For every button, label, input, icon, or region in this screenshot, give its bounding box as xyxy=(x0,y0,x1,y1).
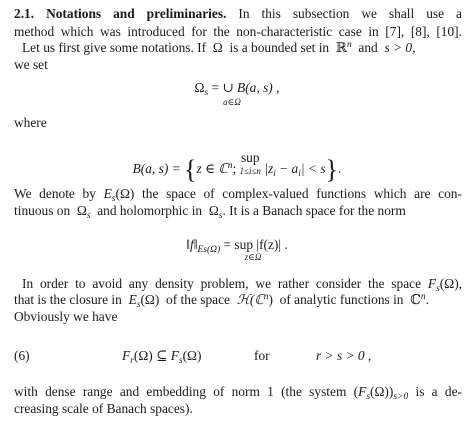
equation-ball: B(a, s) = {z ∈ ℂ$^n$; sup 1≤i≤n $|z_i - a_i| < s$}. xyxy=(132,150,342,184)
equation-norm: $‖f‖_{Es(\Omega)}$ = sup |f(z)| . z∈Ω xyxy=(186,237,288,262)
paragraph-2-line-2: we set xyxy=(14,57,48,72)
paragraph-5-line-1: with dense range and embedding of norm 1 (the system $(F_s(\Omega))_{s>0}$ is a de- xyxy=(14,384,462,402)
paragraph-4-line-2: that is the closure in $E_s(\Omega)$ of the space ℋ(ℂ$^n$) of analytic functions in ℂ$^n$. xyxy=(14,292,429,310)
where-label: where xyxy=(14,115,47,130)
equation-6: (6) $F_r(\Omega)$ ⊆ $F_s(\Omega)$ for r > s > 0 , xyxy=(14,348,372,366)
paragraph-4-line-3: Obviously we have xyxy=(14,309,118,324)
paragraph-2-line-1: Let us first give some notations. If Ω is a bounded set in ℝ$^n$ and s > 0, xyxy=(22,40,416,55)
equation-number: (6) xyxy=(14,348,30,363)
paragraph-4-line-1: In order to avoid any density problem, we rather consider the space $F_s(\Omega)$, xyxy=(22,276,462,294)
paragraph-1-line-1 xyxy=(14,6,462,22)
paragraph-3-line-2: tinuous on $\Omega_s$ and holomorphic in $\Omega_s$. It is a Banach space for the norm xyxy=(14,203,406,221)
paragraph-1-line-2: method which was introduced for the non-characteristic case in [7], [8], [10]. xyxy=(14,24,462,39)
paragraph-3-line-1: We denote by $E_s(\Omega)$ the space of complex-valued functions which are con- xyxy=(14,186,462,204)
equation-omega-s: $\Omega_s$ = ∪ B(a, s) , a∈Ω xyxy=(194,80,280,107)
paragraph-5-line-2: creasing scale of Banach spaces). xyxy=(14,401,193,416)
section-heading: 2.1. Notations and preliminaries. xyxy=(14,6,227,21)
paragraph-1-text: In this subsection we shall use a xyxy=(238,6,462,21)
